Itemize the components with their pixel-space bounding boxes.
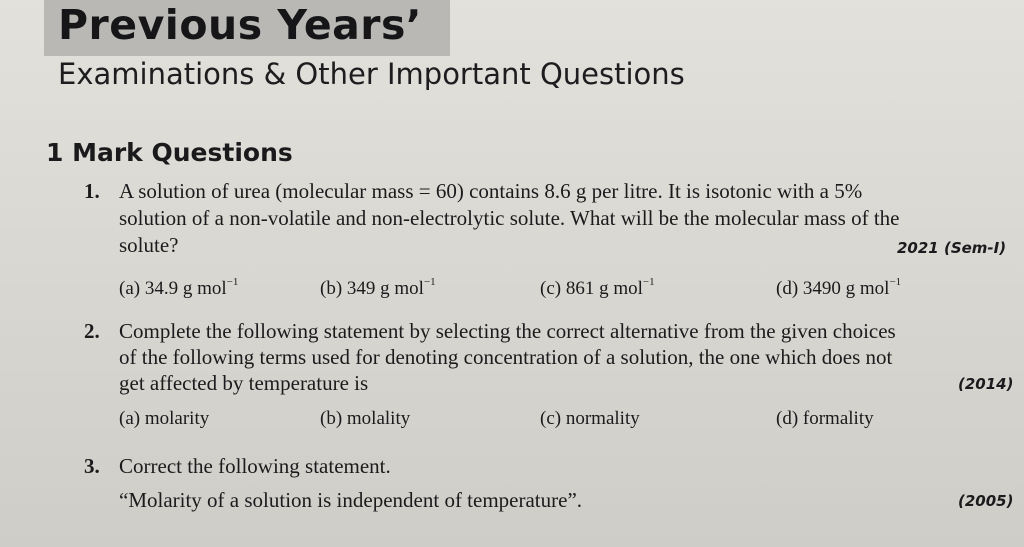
question-number: 1. — [84, 179, 100, 203]
option-exponent: −1 — [423, 275, 436, 288]
question-number: 3. — [84, 454, 100, 478]
option-value: 861 g mol — [565, 278, 643, 299]
option-value: normality — [565, 408, 640, 429]
option-label: (c) — [540, 408, 562, 429]
option-exponent: −1 — [889, 275, 902, 288]
option-d — [776, 406, 874, 432]
option-value: 34.9 g mol — [144, 278, 227, 299]
question-text-line: “Molarity of a solution is independent of temperature”. — [119, 488, 583, 512]
option-c — [540, 406, 640, 432]
option-b — [320, 406, 410, 432]
section-heading: 1 Mark Questions — [46, 138, 293, 167]
option-value: molality — [346, 408, 411, 429]
option-b — [320, 276, 436, 302]
option-a — [119, 276, 238, 302]
question-number: 2. — [84, 319, 100, 343]
option-value: 3490 g mol — [802, 278, 890, 299]
question-text-line: Correct the following statement. — [119, 454, 391, 478]
year-tag: (2014) — [958, 375, 1014, 393]
option-label: (b) — [320, 408, 343, 429]
question-text-line: solute? — [119, 233, 179, 257]
option-label: (c) — [540, 278, 562, 299]
option-exponent: −1 — [226, 275, 239, 288]
option-label: (b) — [320, 278, 343, 299]
question-text-line: Complete the following statement by selecting the correct alternative from the given choices — [119, 319, 896, 343]
option-value: formality — [802, 408, 874, 429]
question-text-line: A solution of urea (molecular mass = 60) contains 8.6 g per litre. It is isotonic with a 5% — [119, 179, 863, 203]
option-value: 349 g mol — [346, 278, 424, 299]
year-tag: (2005) — [958, 492, 1014, 510]
question-text-line: get affected by temperature is — [119, 371, 369, 395]
option-label: (d) — [776, 278, 799, 299]
option-label: (a) — [119, 408, 141, 429]
option-exponent: −1 — [642, 275, 655, 288]
option-c — [540, 276, 655, 302]
option-d — [776, 276, 901, 302]
year-tag: 2021 (Sem-I) — [897, 239, 1007, 257]
option-label: (d) — [776, 408, 799, 429]
page-subtitle: Examinations & Other Important Questions — [58, 57, 685, 91]
question-text-line: of the following terms used for denoting concentration of a solution, the one which does not — [119, 345, 893, 369]
option-value: molarity — [144, 408, 210, 429]
page-title: Previous Years’ — [58, 1, 422, 49]
option-label: (a) — [119, 278, 141, 299]
option-a — [119, 406, 209, 432]
question-text-line: solution of a non-volatile and non-electrolytic solute. What will be the molecular mass of the — [119, 206, 900, 230]
